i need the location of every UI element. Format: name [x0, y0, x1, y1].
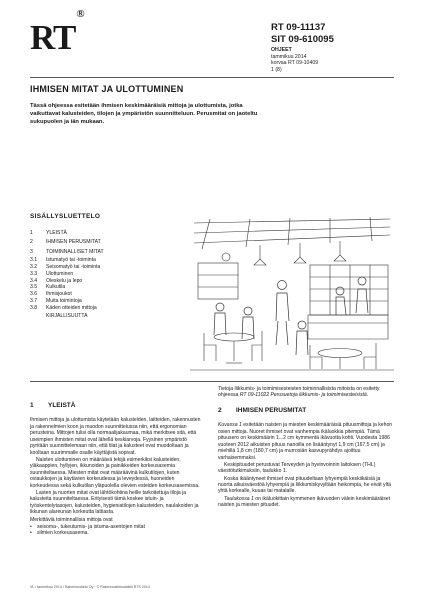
bullet-item: • silmien korkeusasema. [30, 530, 89, 537]
page-footer: VL / tammikuu 2014 / Rakennustieto Oy · © Rakennustietosäätiö RTS 2014 [30, 585, 150, 589]
toc-item [30, 228, 190, 238]
toc-item-number: 3.7 [30, 297, 38, 304]
toc-item-label: Käden otteiden mittoja [46, 304, 97, 311]
cafe-scene-illustration [190, 215, 394, 372]
toc-item-number: 1 [30, 229, 33, 236]
toc-item-label: Oleskelu ja lepo [46, 277, 83, 284]
toc-item [30, 238, 190, 248]
toc-item [30, 291, 190, 298]
accessibility-reference-paragraph: Tietoja liikkumis- ja toimimisesteisten toiminnallisista mitoista on esitetty ohjeessa RT 09-11022 Perusuetoja liikkumis- ja toimimisesteisistä. [218, 386, 380, 399]
doc-replaces: korvaa RT 09-10409 [271, 60, 319, 67]
rt-code: RT 09-11137 [271, 22, 326, 33]
ceiling-beams [194, 217, 390, 249]
toc-item [30, 257, 190, 264]
toc-item [30, 298, 190, 305]
toc-item-number: 3.6 [30, 291, 38, 298]
toc-item-label: Muita toimintoja [46, 297, 82, 304]
section-1-paragraph-4: Merkittäviä toiminnallisia mittoja ovat [30, 516, 113, 523]
service-counter [308, 315, 388, 339]
table-of-contents [30, 228, 190, 321]
toc-item-label: KIRJALLISUUTTA [46, 312, 88, 319]
toc-item-label: IHMISEN PERUSMITAT [46, 239, 101, 246]
toc-item-label: Kulkutila [46, 284, 66, 291]
toc-item [30, 311, 190, 321]
toc-item [30, 277, 190, 284]
toc-item [30, 270, 190, 277]
intro-paragraph: Tässä ohjeessa esitetään ihmisen keskimääräisiä mittoja ja ulottumista, jotka vaikuttavat kalusteiden, tilojen ja ympäristön suunnitteluun. Perusmitat on jaoteltu sukupuolen ja iän mukaan. [30, 103, 258, 126]
toc-item [30, 247, 190, 257]
toc-item-label: Ulottuminen [46, 270, 74, 277]
toc-item-number: 3 [30, 248, 33, 255]
toc-item-label: Seisomatyö tai -toiminta [46, 263, 101, 270]
section-title: IHMISEN PERUSMITAT [236, 406, 307, 414]
toc-item-number: 3.3 [30, 270, 38, 277]
section-number: 2 [218, 406, 222, 414]
toc-item [30, 284, 190, 291]
bullet-item: • seisoma-, tukeutumis- ja istuma-asentojen mitat [30, 523, 145, 530]
toc-heading: SISÄLLYSLUETTELO [30, 213, 101, 220]
section-2-heading [218, 408, 394, 414]
section-rule [30, 381, 394, 382]
toc-item-number: 3.1 [30, 257, 38, 264]
toc-item-number: 2 [30, 239, 33, 246]
toc-item-label: YLEISTÄ [46, 229, 67, 236]
section-2-paragraph-3: Koska ikääntyneet ihmiset ovat pituudeltaan lyhyempiä keskiikäisiä ja nuorta aikuisväestöä lyhyempiä ja liikkumiskyvyltään heikompia, he eivät yltä yhtä korkealle, kuuas tai matalalle. [218, 475, 391, 495]
doc-type: OHJEET [271, 47, 292, 53]
section-title: YLEISTÄ [48, 402, 76, 409]
rt-logo: RT® [30, 8, 84, 57]
document-title: IHMISEN MITAT JA ULOTTUMINEN [30, 84, 184, 94]
header-rule [30, 77, 394, 78]
section-1-paragraph-2: Naisten ulottuminen on määräävä tekijä esimerkiksi kalusteiden, yläkaappien, hyllyjen, ikkunoiden ja painikkeiden korkeusasemia suunniteltaessa. Miesten mitat ovat määräävinä kulkutilojen, kuten oviaukkojen ja käytävien korkeudessa ja leveydessä, huoneiden korkeudessa sekä kulkutilan yläpuolella olevien esteiden korkeusasemissa. [30, 456, 200, 489]
section-1-heading [30, 403, 202, 409]
sit-code: SIT 09-610095 [271, 34, 334, 45]
toc-item-number: 3.2 [30, 263, 38, 270]
section-2-paragraph-2: Keskipituudet perustuvat Terveyden ja hyvinvoinnin laitoksen (THL) väestötutkimuksiin, taulukko 1. [218, 461, 376, 475]
section-2-paragraph-4: Taulukossa 1 on ikäluokittain kymmenen ikävuoden välein keskimääräiset naisten ja miesten pituudet. [218, 495, 391, 509]
toc-item [30, 304, 190, 311]
left-column [30, 397, 202, 537]
toc-item-number: 3.8 [30, 304, 38, 311]
section-2-paragraph-1: Kuvassa 1 esitetään naisten ja miesten keskimääräisiä pituusmittoja ja kehon osien mittoja. Nuoret ihmiset ovat vanhempia ikäluokkia pitempiä. Tämä pituusero on keskimäärin 1...2 cm kymmentä ikävuotta kohti. Vuodesta 1986 vuoteen 2012 aikuisten pituus nanoilla on lisääntynyt 1,9 cm (167,5 cm) ja miehillä 1,8 cm (180,7 cm) ja murrosiän kasvupyrähdys ajoittuu varhaisemmaksi. [218, 422, 393, 461]
section-1-paragraph-3: Lasten ja nuorten mitat ovat lähtökohtina heille tarkoitettuja tiloja ja kalusteita suunniteltaessa. Erityisesti tämä koskee istuin- ja työskentelytasojen, kalusteiden, hygieniatilojen kalusteiden, naulakoiden ja ikkunan alareunan korkeutta lattiasta. [30, 490, 199, 516]
tables-and-chairs [204, 331, 376, 369]
document-meta [271, 47, 318, 73]
right-column [218, 386, 394, 509]
toc-item-label: Istumatyö tai -toiminta [46, 257, 96, 264]
toc-item-number: 3.5 [30, 284, 38, 291]
section-1-paragraph-1: Ihmisen mittoja ja ulottumista käytetään kalusteiden, laitteiden, rakennusten ja rakennelmien koon ja muodon suunnittelussa niin, että ergonomian perusteina. Mittojen tulisi olla normaalijakaumaa, mikä merkitsee sitä, että useimpien ihmisten mitat ovat lähellä keskiarvoja. Fyysinen ympäristö pyritään suunnittelemaan niin, että tilat ja kalusteet ovat muodoltaan ja kooltaan suurimmalle osalle käyttäjistä sopivat. [30, 417, 201, 456]
toc-item-label: Ihmisjoukot [46, 291, 72, 298]
doc-date: tammikuu 2014 [271, 53, 307, 60]
reference-link: RT 09-11022 Perusuetoja liikkumis- ja toimimisesteisistä [239, 392, 367, 399]
toc-item [30, 264, 190, 271]
document-codes [271, 22, 334, 46]
doc-pages: 1 (8) [271, 66, 282, 73]
toc-item-number: 3.4 [30, 277, 38, 284]
pendant-lamps [222, 241, 346, 265]
toc-item-label: TOIMINNALLISET MITAT [46, 248, 104, 255]
section-number: 1 [30, 402, 34, 409]
